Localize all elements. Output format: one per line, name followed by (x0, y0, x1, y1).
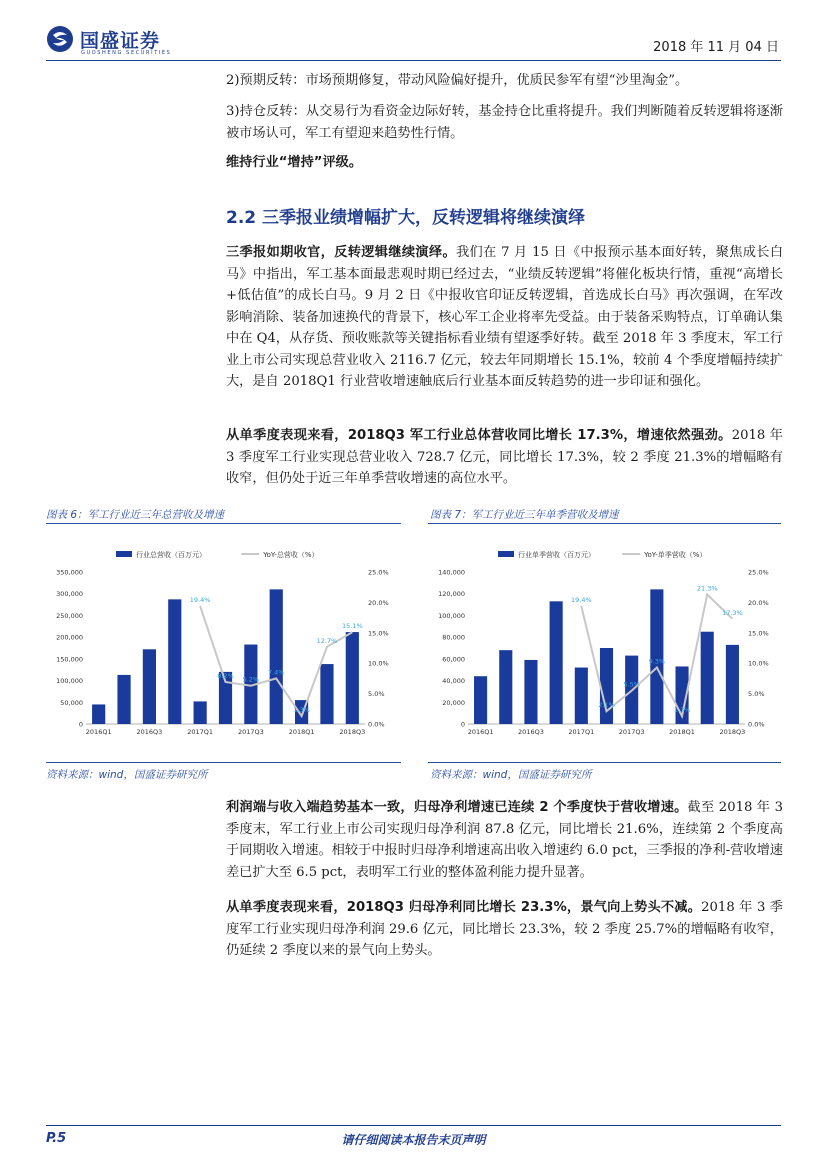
x-tick-label: 2016Q1 (467, 728, 494, 736)
x-tick-label: 2017Q3 (618, 728, 645, 736)
lead-sentence: 从单季度表现来看，2018Q3 军工行业总体营收同比增长 17.3%，增速依然强劲。 (226, 428, 732, 443)
x-tick-label: 2018Q3 (719, 728, 746, 736)
x-tick-label: 2016Q1 (85, 728, 112, 736)
yoy-data-label: 21.3% (696, 584, 718, 593)
paragraph-body: 截至 2018 年 3 季度末，军工行业上市公司实现归母净利润 87.8 亿元，同比增长 21.6%，连续第 2 个季度高于同期收入增速。相较于中报时归母净利增速高出收入增速约 6.0 pct，三季报的净利-营收增速差已扩大至 6.5 pct，表明军工行业的整体盈利能力提升显著。 (226, 800, 784, 880)
x-tick-label: 2018Q1 (288, 728, 315, 736)
y-left-tick: 40,000 (442, 677, 465, 686)
paragraph-body: 我们在 7 月 15 日《中报预示基本面好转，聚焦成长白马》中指出，军工基本面最悲观时期已经过去，“业绩反转逻辑”将催化板块行情，重视“高增长+低估值”的成长白马。9 月 2 日《中报收官印证反转逻辑，首选成长白马》再次强调，在军改影响消除、装备加速换代的背景下，核心军工企业将率先受益。由于装备采购特点，订单确认集中在 Q4，从存货、预收账款等关键指标看业绩有望逐季好转。截至 2018 年 3 季度末，军工行业上市公司实现总营业收入 2116.7 亿元，较去年同期增长 15.1%，较前 4 个季度增幅持续扩大，是自 2018Q1 行业营收增速触底后行业基本面反转趋势的进一步印证和强化。 (226, 245, 784, 389)
figure-7-title: 图表 7：军工行业近三年单季营收及增速 (430, 509, 619, 521)
lead-sentence: 从单季度表现来看，2018Q3 归母净利同比增长 23.3%，景气向上势头不减。 (226, 900, 702, 915)
figure-6-bottom-rule (46, 762, 401, 763)
bar-2016Q4 (550, 601, 563, 724)
figure-7-top-rule (428, 523, 781, 524)
bar-2016Q3 (143, 649, 156, 724)
yoy-data-label: 19.4% (570, 596, 592, 605)
x-tick-label: 2017Q1 (568, 728, 595, 736)
bar-2017Q2 (600, 648, 613, 724)
legend-bar-swatch (498, 551, 514, 557)
legend-bar-swatch (116, 551, 132, 557)
x-tick-label: 2016Q3 (136, 728, 163, 736)
yoy-data-label: 12.7% (316, 636, 338, 645)
y-right-tick: 0.0% (748, 720, 765, 729)
y-left-tick: 80,000 (442, 633, 465, 642)
bar-2016Q4 (168, 599, 181, 724)
y-left-tick: 100,000 (438, 611, 465, 620)
rating-statement: 维持行业“增持”评级。 (226, 155, 363, 170)
y-left-tick: 20,000 (442, 698, 465, 707)
yoy-data-label: 7.4% (267, 668, 285, 677)
x-tick-label: 2017Q1 (187, 728, 214, 736)
footer-disclaimer: 请仔细阅读本报告末页声明 (341, 1133, 486, 1147)
y-left-tick: 120,000 (438, 590, 465, 599)
bar-2017Q1 (194, 701, 207, 724)
brand-subtitle: GUOSHENG SECURITIES (81, 50, 172, 56)
y-right-tick: 15.0% (748, 629, 769, 638)
chart-total-revenue (46, 534, 401, 756)
figure-7-bottom-rule (428, 762, 781, 763)
paragraph-expectation-reversal: 2)预期反转：市场预期修复，带动风险偏好提升，优质民参军有望“沙里淘金”。 (226, 73, 689, 88)
x-tick-label: 2018Q1 (669, 728, 695, 736)
y-right-tick: 10.0% (368, 659, 389, 668)
bar-2017Q4 (267, 589, 285, 724)
bar-2016Q2 (117, 675, 130, 724)
guosheng-logo-icon (46, 25, 74, 53)
lead-sentence: 三季报如期收官，反转逻辑继续演绎。 (226, 245, 456, 260)
figure-6-top-rule (46, 523, 401, 524)
y-left-tick: 0 (460, 720, 465, 729)
legend-bar-label: 行业总营收（百万元） (136, 551, 206, 559)
yoy-data-label: 9.3% (648, 657, 666, 666)
y-right-tick: 20.0% (748, 598, 769, 607)
y-right-tick: 25.0% (748, 568, 769, 577)
yoy-data-label: 15.1% (341, 622, 363, 631)
y-left-tick: 150,000 (56, 655, 83, 664)
page-header (46, 24, 781, 61)
bar-2018Q3 (346, 632, 359, 724)
y-right-tick: 15.0% (368, 629, 389, 638)
x-tick-label: 2018Q3 (339, 728, 366, 736)
bar-2018Q2 (701, 632, 714, 724)
bar-2016Q1 (474, 676, 487, 724)
page-number: P.5 (46, 1131, 67, 1146)
y-right-tick: 5.0% (368, 690, 385, 699)
report-date: 2018 年 11 月 04 日 (653, 40, 779, 55)
y-left-tick: 100,000 (56, 677, 83, 686)
lead-sentence: 利润端与收入端趋势基本一致，归母净利增速已连续 2 个季度快于营收增速。 (226, 800, 688, 815)
yoy-data-label: 17.3% (722, 608, 743, 617)
y-left-tick: 0 (78, 720, 83, 729)
paragraph-quarterly-profit (226, 897, 783, 962)
bar-2018Q3 (726, 645, 739, 724)
bar-2016Q2 (499, 650, 512, 724)
footer-rule (46, 1125, 781, 1126)
section-title: 2.2 三季报业绩增幅扩大，反转逻辑将继续演绎 (226, 208, 586, 228)
yoy-data-label: 1.3% (673, 706, 691, 715)
y-left-tick: 300,000 (56, 590, 83, 599)
paragraph-body: 2018 年 3 季度军工行业实现总营业收入 728.7 亿元，同比增长 17.3%，较 2 季度 21.3%的增幅略有收窄，但仍处于近三年单季营收增速的高位水平。 (226, 428, 783, 486)
y-right-tick: 25.0% (368, 568, 389, 577)
y-right-tick: 0.0% (368, 720, 385, 729)
yoy-data-label: 5.2% (242, 675, 260, 684)
paragraph-body: 2018 年 3 季度军工行业实现归母净利润 29.6 亿元，同比增长 23.3%，较 2 季度 25.7%的增幅略有收窄，仍延续 2 季度以来的景气向上势头。 (226, 900, 783, 958)
chart-quarterly-revenue (428, 534, 781, 756)
bar-2016Q1 (92, 704, 105, 724)
y-left-tick: 50,000 (60, 698, 83, 707)
bar-2016Q3 (524, 660, 537, 724)
bar-2017Q1 (575, 668, 588, 724)
y-left-tick: 350,000 (56, 568, 83, 577)
y-left-tick: 200,000 (56, 633, 83, 642)
y-left-tick: 140,000 (438, 568, 465, 577)
x-tick-label: 2016Q3 (518, 728, 544, 736)
paragraph-profit-trend (226, 797, 783, 883)
paragraph-quarterly-revenue (226, 425, 783, 490)
yoy-data-label: 19.4% (189, 596, 211, 605)
brand-name: 国盛证券 (80, 29, 161, 52)
x-tick-label: 2017Q3 (237, 728, 264, 736)
paragraph-position-reversal: 3)持仓反转：从交易行为看资金边际好转，基金持仓比重将提升。我们判断随着反转逻辑将逐渐被市场认可，军工有望迎来趋势性行情。 (226, 104, 783, 141)
yoy-data-label: 1.3% (293, 706, 310, 715)
y-left-tick: 60,000 (442, 655, 465, 664)
figure-6-title: 图表 6：军工行业近三年总营收及增速 (46, 509, 225, 521)
bar-2018Q2 (320, 664, 333, 724)
legend-line-label: YoY-总营收（%） (263, 551, 319, 559)
yoy-data-label: 2.1% (598, 701, 615, 710)
y-right-tick: 5.0% (748, 690, 765, 699)
figure-6-source: 资料来源：wind，国盛证券研究所 (46, 769, 208, 781)
legend-line-label: YoY-单季营收（%） (644, 551, 707, 559)
y-right-tick: 10.0% (748, 659, 769, 668)
legend-bar-label: 行业单季营收（百万元） (518, 551, 595, 559)
y-right-tick: 20.0% (368, 598, 389, 607)
yoy-data-label: 8.2% (217, 672, 234, 681)
paragraph-q3-review (226, 242, 783, 393)
yoy-data-label: 5.5% (623, 680, 640, 689)
figure-7-source: 资料来源：wind，国盛证券研究所 (430, 769, 592, 781)
y-left-tick: 250,000 (56, 611, 83, 620)
